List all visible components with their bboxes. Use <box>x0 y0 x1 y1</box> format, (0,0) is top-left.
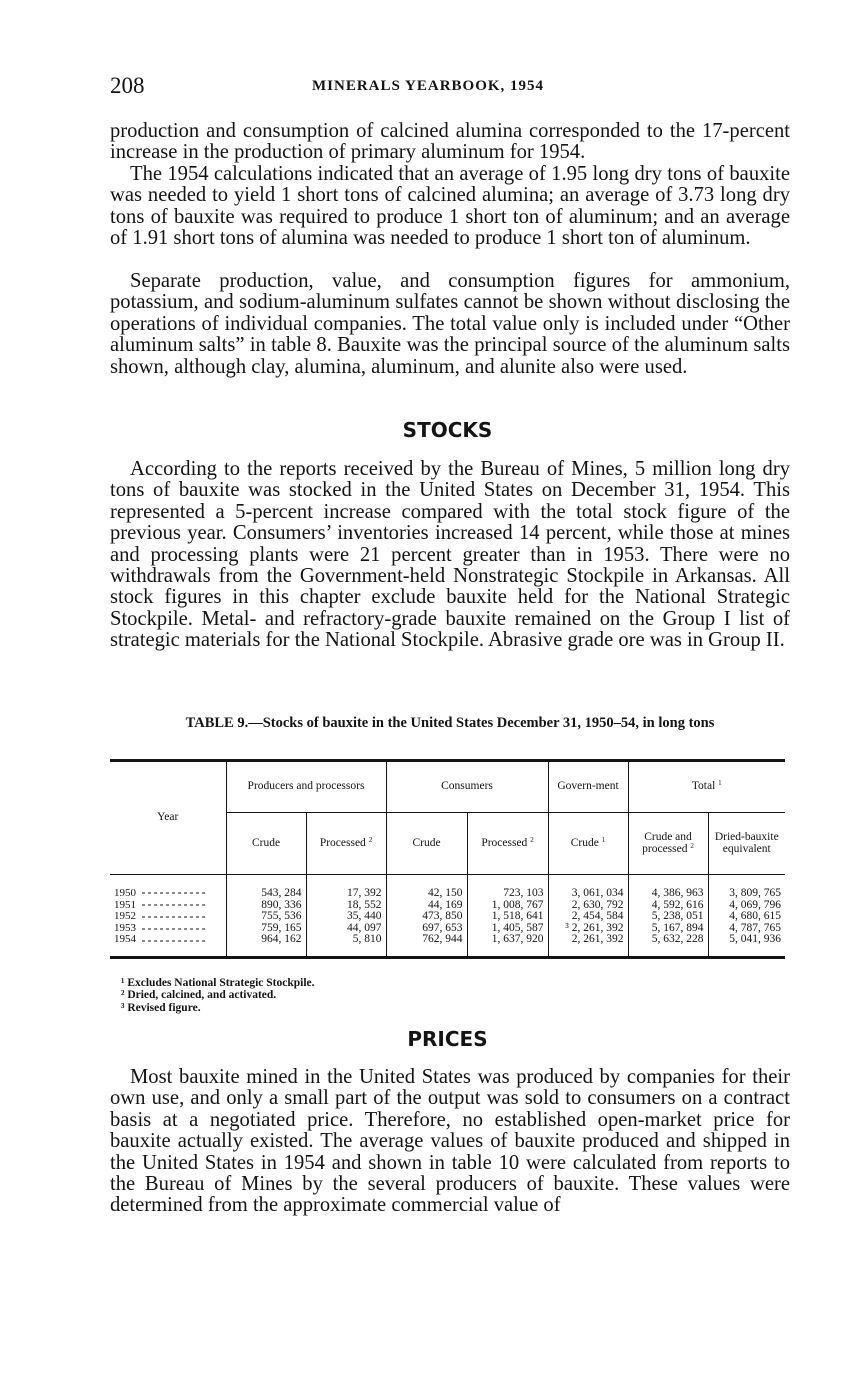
leader-dots <box>142 885 206 943</box>
page-number: 208 <box>110 73 145 98</box>
paragraph-calculations: The 1954 calculations indicated that an average of 1.95 long dry tons of bauxite was needed to yield 1 short tons of calcined alumina; an average of 3.73 long dry tons of bauxite was required to produce 1 short ton of aluminum; and an average of 1.91 short tons of alumina was needed to produce 1 short ton of aluminum. <box>110 163 790 250</box>
table-cell-government-crude: 3, 061, 034 2, 630, 792 2, 454, 584 ³ 2, 261, 392 2, 261, 392 <box>548 875 628 958</box>
section-heading-stocks: STOCKS <box>402 418 493 442</box>
paragraph-stocks: According to the reports received by the Bureau of Mines, 5 million long dry tons of bauxite was stocked in the United States on December 31, 1954. This represented a 5-percent increase compared with the total stock figure of the previous year. Consumers’ inventories increased 14 percent, while those at mines and processing plants were 21 percent greater than in 1953. There were no withdrawals from the Government-held Nonstrategic Stockpile in Arkansas. All stock figures in this chapter exclude bauxite held for the National Strategic Stockpile. Metal- and refractory-grade bauxite remained on the Group I list of strategic materials for the National Stockpile. Abrasive grade ore was in Group II. <box>110 458 790 652</box>
header-producers-processed: Processed $^2$ <box>306 813 386 875</box>
header-producers-crude: Crude <box>226 813 306 875</box>
header-total-dried: Dried-bauxite equivalent <box>708 813 785 875</box>
running-head <box>110 73 790 103</box>
section-heading-prices: PRICES <box>407 1027 488 1051</box>
table-cell-consumers-crude: 42, 150 44, 169 473, 850 697, 653 762, 944 <box>386 875 467 958</box>
footnote-3: ³ Revised figure. <box>121 1001 201 1014</box>
table-cell-producers-processed: 17, 392 18, 552 35, 440 44, 097 5, 810 <box>306 875 386 958</box>
footnote-2: ² Dried, calcined, and activated. <box>121 989 277 1002</box>
stocks-table <box>110 759 785 959</box>
table-footnotes <box>121 977 315 1014</box>
header-consumers-processed: Processed $^2$ <box>467 813 548 875</box>
header-year: Year <box>110 761 226 875</box>
table-cell-total-dried: 3, 809, 765 4, 069, 796 4, 680, 615 4, 787, 765 5, 041, 936 <box>708 875 785 958</box>
header-total-crude-processed: Crude and processed $^2$ <box>628 813 708 875</box>
header-government-crude: Crude $^1$ <box>548 813 628 875</box>
table-cell-producers-crude: 543, 284 890, 336 755, 536 759, 165 964, 162 <box>226 875 306 958</box>
paragraph-continuation: production and consumption of calcined alumina corresponded to the 17-percent increase in the production of primary aluminum for 1954. <box>110 120 790 164</box>
year-column: 1950 1951 1952 1953 1954 <box>110 875 226 958</box>
header-consumers: Consumers <box>386 761 548 813</box>
paragraph-prices: Most bauxite mined in the United States was produced by companies for their own use, and only a small part of the output was sold to consumers on a contract basis at a negotiated price. Therefore, no established open-market price for bauxite actually existed. The average values of bauxite produced and shipped in the United States in 1954 and shown in table 10 were calculated from reports to the Bureau of Mines by the several producers of bauxite. These values were determined from the approximate commercial value of <box>110 1066 790 1217</box>
footnote-1: ¹ Excludes National Strategic Stockpile. <box>121 977 315 989</box>
table-cell-consumers-processed: 723, 103 1, 008, 767 1, 518, 641 1, 405, 587 1, 637, 920 <box>467 875 548 958</box>
paragraph-aluminum-salts: Separate production, value, and consumption figures for ammonium, potassium, and sodium-aluminum sulfates cannot be shown without disclosing the operations of individual companies. The total value only is included under “Other aluminum salts” in table 8. Bauxite was the principal source of the aluminum salts shown, although clay, alumina, aluminum, and alunite also were used. <box>110 270 790 378</box>
running-title: MINERALS YEARBOOK, 1954 <box>312 78 545 94</box>
table-cell-total-crude-processed: 4, 386, 963 4, 592, 616 5, 238, 051 5, 167, 894 5, 632, 228 <box>628 875 708 958</box>
header-consumers-crude: Crude <box>386 813 467 875</box>
header-government: Govern-ment <box>548 761 628 813</box>
table-caption: TABLE 9.—Stocks of bauxite in the United States December 31, 1950–54, in long tons <box>185 715 715 731</box>
header-producers: Producers and processors <box>226 761 386 813</box>
header-total: Total $^1$ <box>628 761 785 813</box>
